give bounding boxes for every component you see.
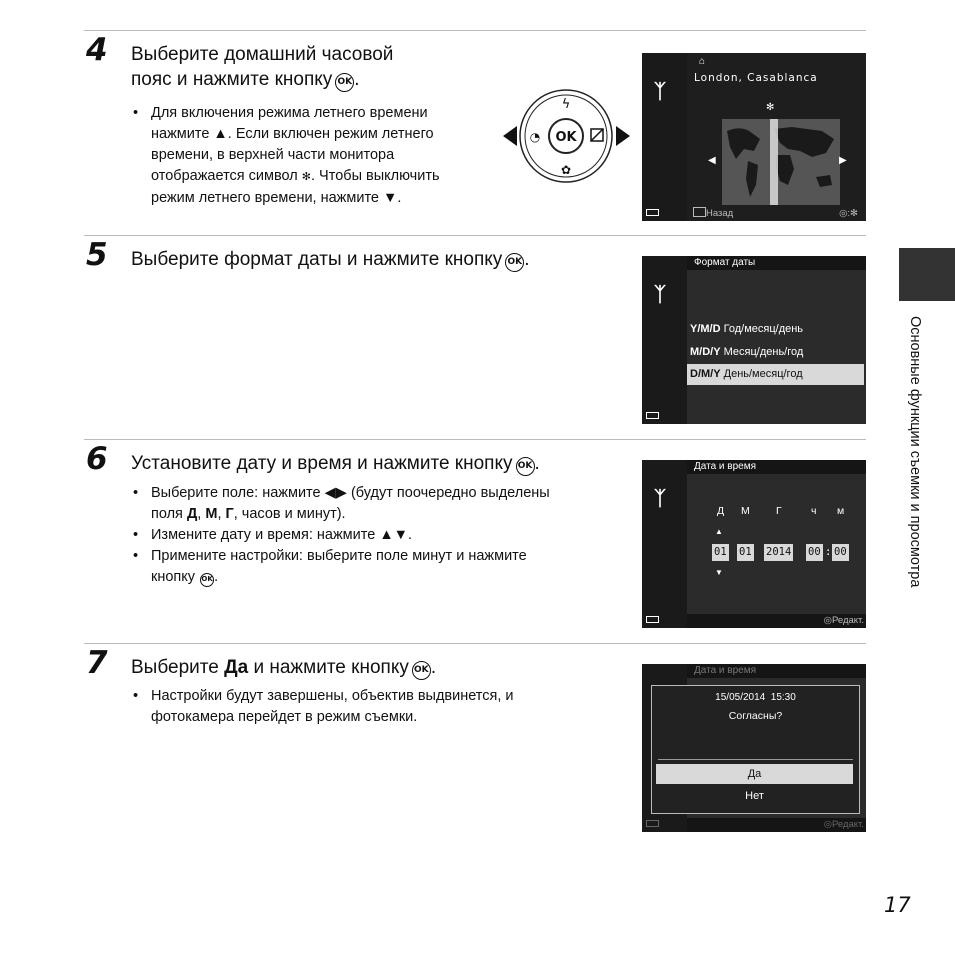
multi-selector-diagram bbox=[503, 88, 633, 184]
title-end: . bbox=[524, 249, 530, 270]
screen-sidebar bbox=[642, 256, 684, 424]
title-line: Выберите домашний часовой bbox=[131, 44, 394, 65]
field-m: М bbox=[205, 506, 218, 522]
step-title bbox=[131, 247, 530, 272]
battery-icon bbox=[646, 412, 659, 419]
year-field[interactable]: 2014 bbox=[764, 544, 793, 561]
screen-header: Формат даты bbox=[687, 256, 866, 270]
text: режим летнего времени, нажмите ▼. bbox=[151, 190, 402, 206]
edit-label: Редакт. bbox=[831, 615, 864, 626]
bullet-list bbox=[131, 483, 550, 588]
screen-header: Дата и время bbox=[687, 664, 866, 678]
down-arrow-icon: ▼ bbox=[715, 568, 723, 577]
wrench-icon: ᛉ bbox=[654, 488, 666, 510]
title-text: и нажмите кнопку bbox=[248, 657, 409, 678]
minute-field[interactable]: 00 bbox=[832, 544, 849, 561]
back-label: Назад bbox=[706, 208, 734, 219]
label-year: Г bbox=[776, 505, 782, 517]
bullet-list bbox=[131, 103, 440, 209]
left-arrow-icon bbox=[503, 126, 517, 146]
step-number: 5 bbox=[86, 237, 108, 273]
label-minute: м bbox=[837, 505, 845, 517]
text: Настройки будут завершены, объектив выдвинется, и bbox=[151, 688, 514, 704]
text: Примените настройки: выберите поле минут и нажмите bbox=[151, 548, 527, 564]
menu-icon bbox=[693, 207, 706, 217]
text: фотокамера перейдет в режим съемки. bbox=[151, 709, 418, 725]
divider bbox=[84, 235, 866, 236]
ok-button-icon: OK bbox=[335, 73, 354, 92]
camera-screen-timezone bbox=[642, 53, 866, 221]
label-day: Д bbox=[717, 505, 725, 517]
step-title bbox=[131, 451, 540, 476]
screen-footer bbox=[687, 207, 866, 221]
title-end: . bbox=[534, 453, 540, 474]
section-tab bbox=[899, 248, 955, 301]
footer-right: ◎Редакт. bbox=[823, 819, 864, 830]
divider bbox=[84, 439, 866, 440]
day-field[interactable]: 01 bbox=[712, 544, 729, 561]
menu-option-selected[interactable] bbox=[687, 364, 864, 385]
text: кнопку bbox=[151, 569, 196, 585]
date-fields bbox=[642, 544, 866, 561]
edit-label: Редакт. bbox=[831, 819, 864, 830]
option-code: D/M/Y bbox=[690, 368, 721, 380]
right-arrow-icon bbox=[616, 126, 630, 146]
left-chevron-icon: ◀ bbox=[708, 155, 716, 166]
dst-icon: ✻ bbox=[301, 171, 311, 183]
battery-icon bbox=[646, 820, 659, 827]
camera-screen-date-format bbox=[642, 256, 866, 424]
divider bbox=[84, 30, 866, 31]
footer-right: ◎:✻ bbox=[839, 208, 858, 219]
camera-screen-confirm bbox=[642, 664, 866, 832]
title-text: Выберите формат даты и нажмите кнопку bbox=[131, 249, 503, 270]
step-title bbox=[131, 42, 393, 92]
ok-button-icon: OK bbox=[200, 573, 214, 587]
title-text: Выберите bbox=[131, 657, 225, 678]
up-arrow-icon: ▲ bbox=[715, 527, 723, 536]
home-icon: ⌂ bbox=[699, 56, 706, 67]
camera-screen-date-time bbox=[642, 460, 866, 628]
battery-icon bbox=[646, 616, 659, 623]
right-chevron-icon: ▶ bbox=[839, 155, 847, 166]
city-label: London, Casablanca bbox=[694, 72, 818, 84]
wrench-icon: ᛉ bbox=[654, 81, 666, 103]
world-map bbox=[722, 119, 840, 205]
page-number: 17 bbox=[884, 893, 911, 917]
option-label: Месяц/день/год bbox=[723, 346, 804, 358]
bullet-list bbox=[131, 686, 514, 728]
ok-button-icon: OK bbox=[505, 253, 524, 272]
yes-option[interactable]: Да bbox=[656, 764, 853, 784]
option-list bbox=[687, 318, 864, 385]
list-item bbox=[131, 686, 514, 728]
ok-label: OK bbox=[555, 130, 577, 145]
text: . bbox=[214, 569, 219, 585]
text: , часов и минут). bbox=[233, 506, 346, 522]
menu-option[interactable] bbox=[687, 341, 864, 364]
list-item: • Выберите поле: нажмите ◀▶ (будут поочередно выделены поля Д, М, Г, часов и минут). bbox=[131, 483, 550, 525]
label-month: М bbox=[741, 505, 750, 517]
label-hour: ч bbox=[811, 505, 817, 517]
title-end: . bbox=[354, 69, 360, 90]
screen-header: Дата и время bbox=[687, 460, 866, 474]
flash-icon: ϟ bbox=[561, 97, 571, 112]
option-label: День/месяц/год bbox=[723, 368, 803, 380]
list-item bbox=[131, 103, 440, 209]
no-option[interactable]: Нет bbox=[745, 790, 764, 802]
text: Выберите поле: нажмите ◀▶ (будут поочередно выделены bbox=[151, 485, 550, 501]
step-title bbox=[131, 655, 436, 680]
wrench-icon: ᛉ bbox=[654, 284, 666, 306]
footer-right: ◎Редакт. bbox=[823, 615, 864, 626]
ok-button-icon: OK bbox=[516, 457, 535, 476]
ok-button-icon: OK bbox=[412, 661, 431, 680]
option-label: Год/месяц/день bbox=[723, 323, 804, 335]
macro-icon: ✿ bbox=[560, 163, 572, 177]
title-end: . bbox=[430, 657, 437, 678]
text: . Чтобы выключить bbox=[311, 168, 440, 184]
text: нажмите ▲. Если включен режим летнего bbox=[151, 126, 434, 142]
menu-option[interactable] bbox=[687, 318, 864, 341]
dialog-divider bbox=[658, 759, 853, 760]
hour-field[interactable]: 00 bbox=[806, 544, 823, 561]
confirm-dialog bbox=[651, 685, 860, 814]
footer-right-text: : bbox=[847, 208, 851, 219]
text: поля bbox=[151, 506, 187, 522]
self-timer-icon: ◔ bbox=[529, 130, 541, 144]
step-number: 4 bbox=[86, 32, 108, 68]
time-separator: : bbox=[825, 546, 832, 558]
month-field[interactable]: 01 bbox=[737, 544, 754, 561]
section-title bbox=[905, 316, 935, 666]
option-code: M/D/Y bbox=[690, 346, 721, 358]
question-text: Согласны? bbox=[728, 710, 783, 722]
screen-footer bbox=[687, 614, 866, 628]
section-title-text: Основные функции съемки и просмотра bbox=[907, 316, 923, 588]
screen-footer bbox=[687, 818, 866, 832]
text: времени, в верхней части монитора bbox=[151, 147, 395, 163]
step-number: 6 bbox=[86, 441, 108, 477]
title-text: Установите дату и время и нажмите кнопку bbox=[131, 453, 513, 474]
datetime-text: 15/05/2014 15:30 bbox=[715, 692, 796, 703]
title-bold: Да bbox=[224, 657, 249, 678]
dst-icon: ✻ bbox=[766, 102, 775, 113]
field-d: Д bbox=[186, 506, 198, 522]
text: отображается символ bbox=[151, 168, 302, 184]
field-g: Г bbox=[225, 506, 234, 522]
text: Для включения режима летнего времени bbox=[151, 105, 428, 121]
title-line: пояс и нажмите кнопку bbox=[131, 69, 333, 90]
divider bbox=[84, 643, 866, 644]
screen-sidebar bbox=[642, 53, 684, 221]
battery-icon bbox=[646, 209, 659, 216]
option-code: Y/M/D bbox=[690, 323, 721, 335]
list-item bbox=[131, 546, 550, 588]
step-number: 7 bbox=[86, 645, 108, 681]
list-item: • Измените дату и время: нажмите ▲▼. bbox=[131, 525, 550, 546]
